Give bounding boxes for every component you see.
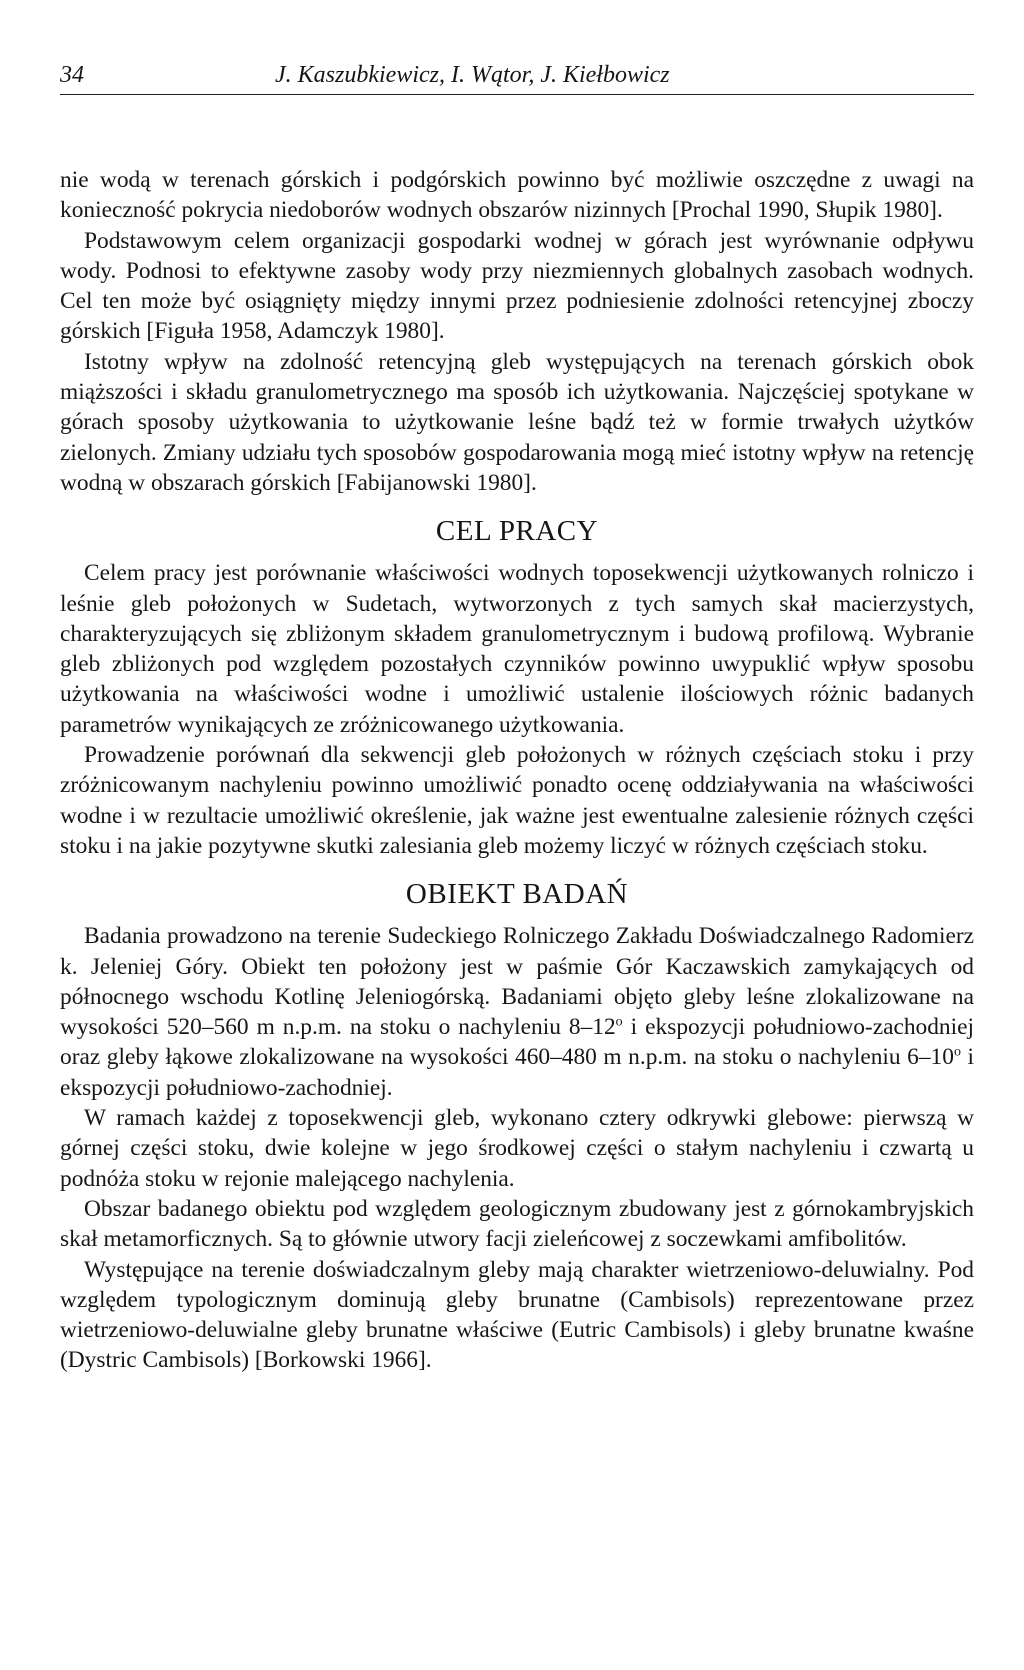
- paragraph: Prowadzenie porównań dla sekwencji gleb położonych w różnych częściach stoku i przy zróżnicowanym nachyleniu powinno umożliwić ponadto ocenę oddziaływania na właściwości wodne i w rezultacie umożliwić określenie, jak ważne jest ewentualne zalesienie różnych części stoku i na jakie pozytywne skutki zalesiania gleb możemy liczyć w różnych częściach stoku.: [60, 742, 974, 859]
- text-span: i ekspozycji południowo-zachodniej oraz gleby łąkowe zlokalizowane na wysokości 460–480 m n.p.m. na stoku o nachyleniu 6–10: [60, 1014, 974, 1071]
- section-heading-cel-pracy: CEL PRACY: [435, 515, 599, 548]
- paragraph: Celem pracy jest porównanie właściwości wodnych toposekwencji użytkowanych rolniczo i leśnie gleb położonych w Sudetach, wytworzonych z tych samych skał macierzystych, charakteryzujących się zbliżonym składem granulometrycznym i budową profilową. Wybranie gleb zbliżonych pod względem pozostałych czynników powinno uwypuklić wpływ sposobu użytkowania na właściwości wodne i umożliwić ustalenie ilościowych różnic badanych parametrów wynikających ze zróżnicowanego użytkowania.: [60, 560, 974, 738]
- running-header-authors: J. Kaszubkiewicz, I. Wątor, J. Kiełbowicz: [275, 62, 670, 88]
- paragraph: Występujące na terenie doświadczalnym gleby mają charakter wietrzeniowo-deluwialny. Pod względem typologicznym dominują gleby brunatne (Cambisols) reprezentowane przez wietrzeniowo-deluwialne gleby brunatne właściwe (Eutric Cambisols) i gleby brunatne kwaśne (Dystric Cambisols) [Borkowski 1966].: [60, 1256, 974, 1374]
- page-number: 34: [60, 62, 84, 88]
- paragraph-continued: nie wodą w terenach górskich i podgórskich powinno być możliwie oszczędne z uwagi na konieczność pokrycia niedoborów wodnych obszarów nizinnych [Prochal 1990, Słupik 1980].: [60, 167, 974, 224]
- paragraph: Istotny wpływ na zdolność retencyjną gleb występujących na terenach górskich obok miąższości i składu granulometrycznego ma sposób ich użytkowania. Najczęściej spotykane w górach sposoby użytkowania to użytkowanie leśne bądź też w formie trwałych użytków zielonych. Zmiany udziału tych sposobów gospodarowania mogą mieć istotny wpływ na retencję wodną w obszarach górskich [Fabijanowski 1980].: [60, 348, 974, 496]
- body-text: [60, 165, 974, 1376]
- degree-sign: o: [953, 1045, 961, 1061]
- paragraph: W ramach każdej z toposekwencji gleb, wykonano cztery odkrywki glebowe: pierwszą w górnej części stoku, dwie kolejne w jego środkowej części o stałym nachyleniu i czwartą u podnóża stoku w rejonie malejącego nachylenia.: [60, 1105, 974, 1192]
- paragraph: Podstawowym celem organizacji gospodarki wodnej w górach jest wyrównanie odpływu wody. Podnosi to efektywne zasoby wody przy niezmiennych globalnych zasobach wodnych. Cel ten może być osiągnięty między innymi przez podniesienie zdolności retencyjnej zboczy górskich [Figuła 1958, Adamczyk 1980].: [60, 227, 974, 345]
- text-span: i ekspozycji południowo-zachodniej.: [60, 1044, 974, 1101]
- degree-sign: o: [615, 1014, 623, 1030]
- running-header: [60, 60, 974, 95]
- paragraph: Obszar badanego obiektu pod względem geologicznym zbudowany jest z górnokambryjskich skał metamorficznych. Są to głównie utwory facji zieleńcowej z soczewkami amfibolitów.: [60, 1195, 974, 1253]
- section-heading-obiekt-badan: OBIEKT BADAŃ: [405, 878, 629, 911]
- text-span: Badania prowadzono na terenie Sudeckiego Rolniczego Zakładu Doświadczalnego Radomierz k. Jeleniej Góry. Obiekt ten położony jest w paśmie Gór Kaczawskich zamykających od północnego wschodu Kotlinę Jeleniogórską. Badaniami objęto gleby leśne zlokalizowane na wysokości 520–560 m n.p.m. na stoku o nachyleniu 8–12: [60, 923, 974, 1041]
- paragraph-site-description: [60, 921, 974, 1103]
